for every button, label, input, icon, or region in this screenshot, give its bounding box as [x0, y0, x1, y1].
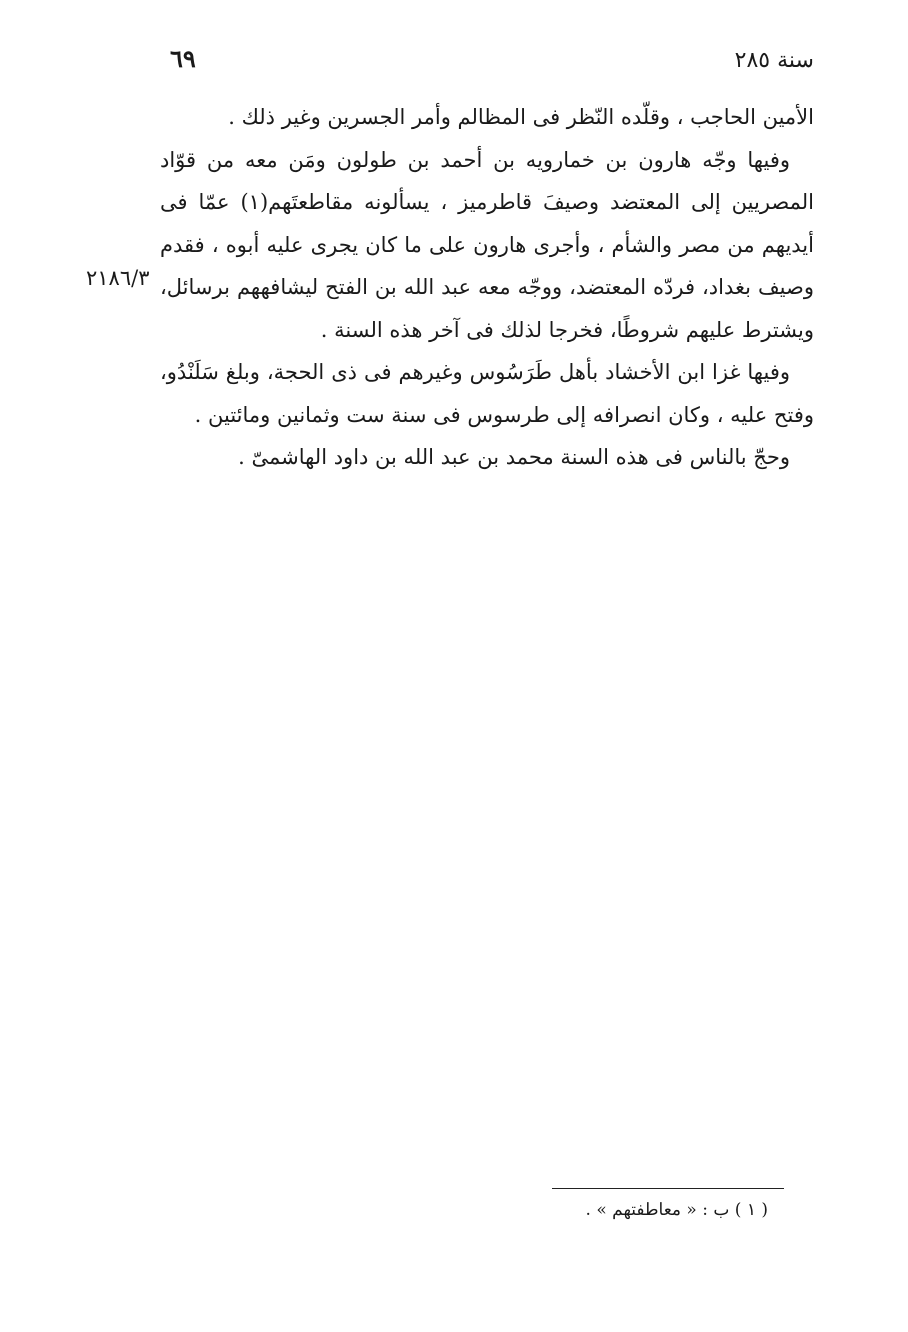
- margin-reference: ٢١٨٦/٣: [86, 266, 150, 290]
- page-number: ٦٩: [170, 44, 196, 73]
- paragraph: وفيها وجّه هارون بن خمارويه بن أحمد بن طولون ومَن معه من قوّاد المصريين إلى المعتضد وصيفَ قاطرميز ، يسألونه مقاطعتَهم(١) عمّا فى أيديهم من مصر والشأم ، وأجرى هارون على ما كان يجرى عليه أبوه ، فقدم وصيف بغداد، فردّه المعتضد، ووجّه معه عبد الله بن الفتح ليشافههم برسائل، ويشترط عليهم شروطًا، فخرجا لذلك فى آخر هذه السنة .: [160, 147, 814, 342]
- paragraph: وفيها غزا ابن الأخشاد بأهل طَرَسُوس وغيرهم فى ذى الحجة، وبلغ سَلَنْدُو، وفتح عليه ، وكان انصرافه إلى طرسوس فى سنة ست وثمانين ومائتين .: [160, 360, 814, 427]
- footnote: ( ١ ) ب : « معاطفتهم » .: [585, 1200, 768, 1220]
- page-header: [160, 42, 814, 82]
- paragraph: وحجّ بالناس فى هذه السنة محمد بن عبد الله بن داود الهاشمىّ .: [238, 445, 790, 469]
- main-text: [160, 96, 814, 479]
- running-head: سنة ٢٨٥: [734, 48, 814, 73]
- footnote-divider: [552, 1188, 784, 1189]
- paragraph: الأمين الحاجب ، وقلّده النّظر فى المظالم وأمر الجسرين وغير ذلك .: [228, 105, 814, 129]
